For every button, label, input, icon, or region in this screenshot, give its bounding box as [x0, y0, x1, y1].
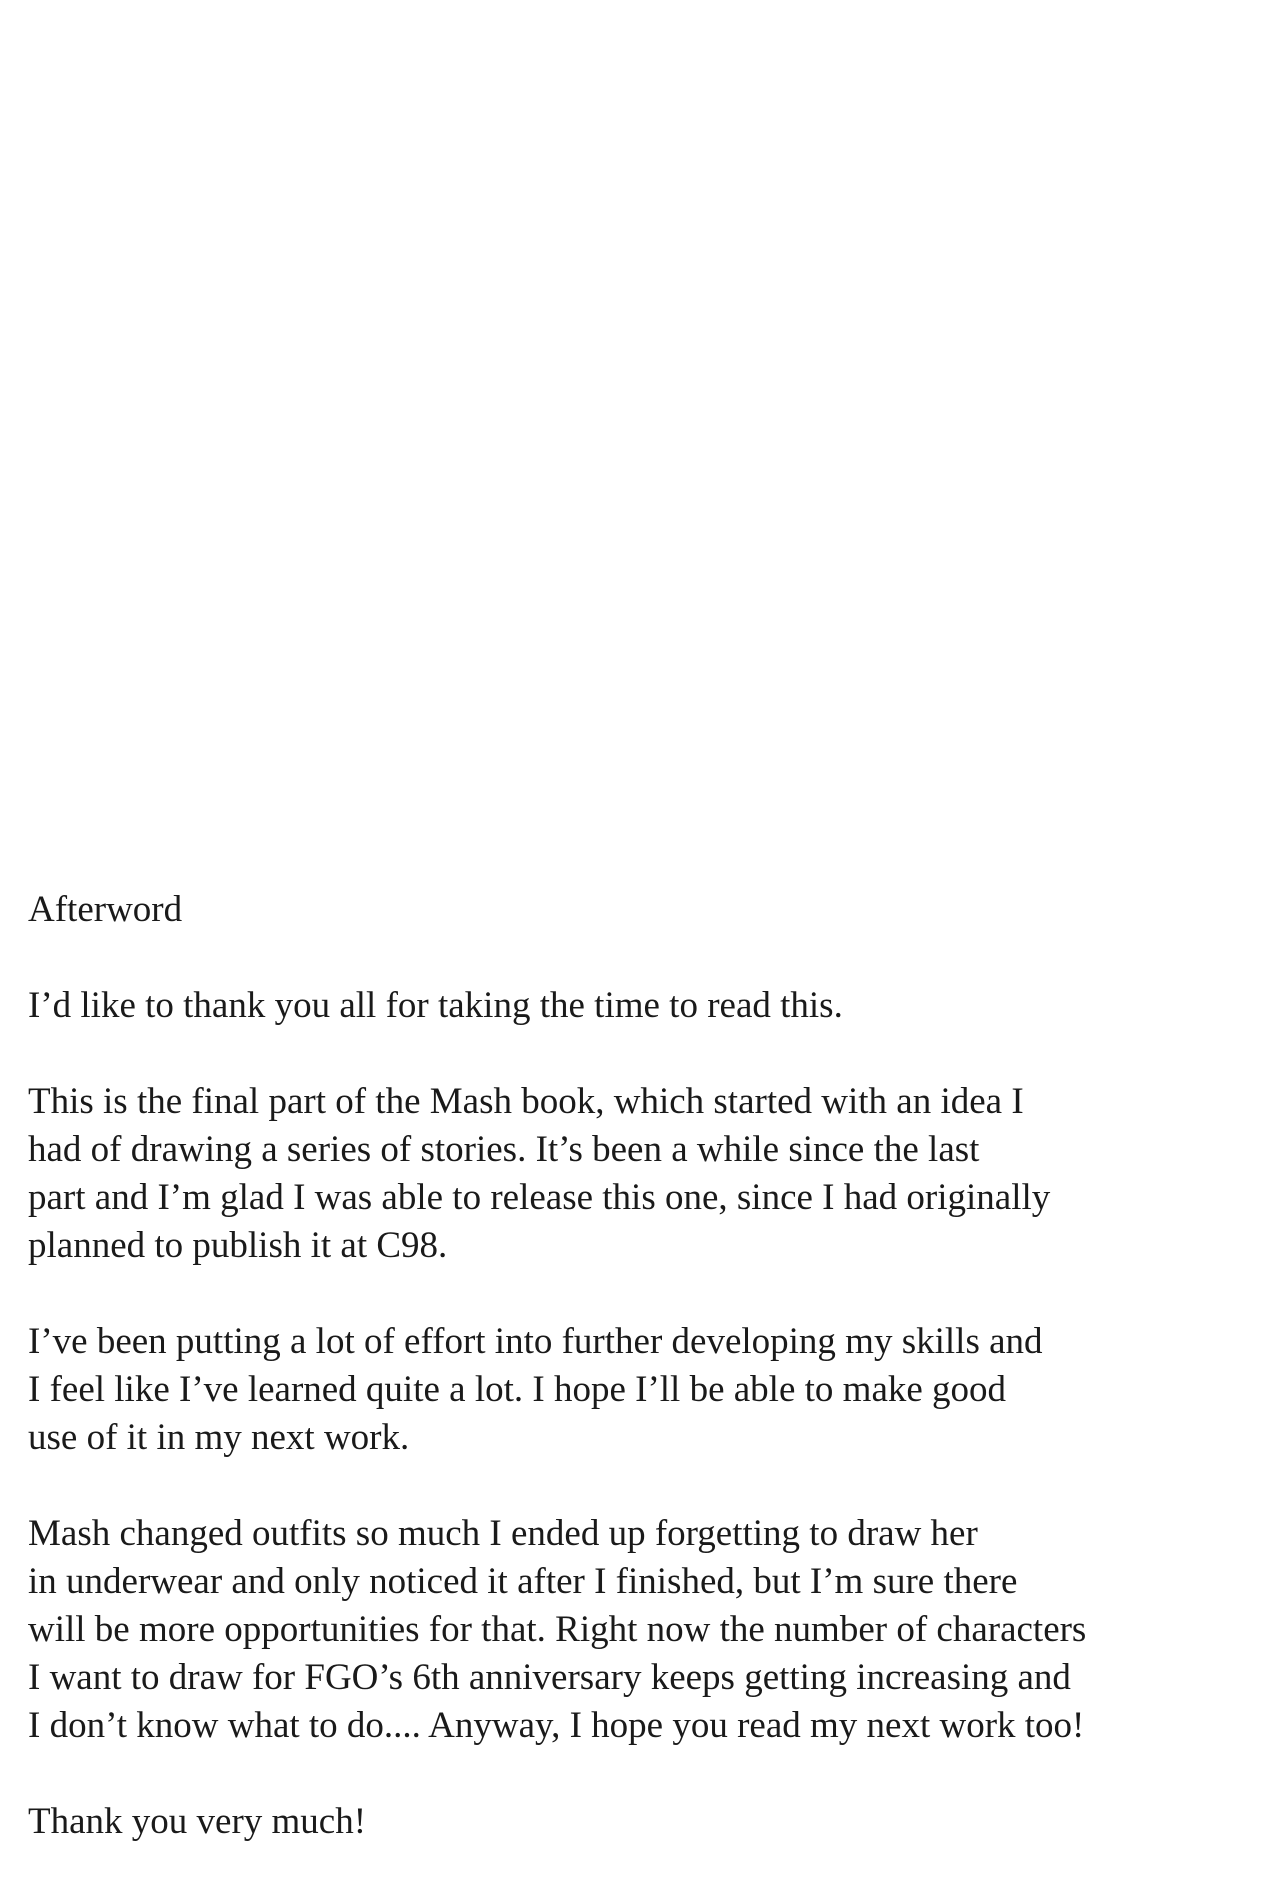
- afterword-text: [28, 886, 1258, 1894]
- text-line: This is the final part of the Mash book, which started with an idea I: [28, 1081, 1024, 1122]
- paragraph-closing: [28, 1798, 1258, 1846]
- paragraph-thanks: [28, 982, 1258, 1030]
- text-line: I don’t know what to do.... Anyway, I hope you read my next work too!: [28, 1705, 1085, 1746]
- text-line: had of drawing a series of stories. It’s been a while since the last: [28, 1129, 980, 1170]
- text-line: Thank you very much!: [28, 1801, 367, 1842]
- paragraph-outfits: [28, 1510, 1258, 1750]
- paragraph-final-part: [28, 1078, 1258, 1270]
- text-line: will be more opportunities for that. Right now the number of characters: [28, 1609, 1087, 1650]
- paragraph-skills: [28, 1318, 1258, 1462]
- text-line: planned to publish it at C98.: [28, 1225, 448, 1266]
- text-line: Mash changed outfits so much I ended up forgetting to draw her: [28, 1513, 978, 1554]
- text-line: use of it in my next work.: [28, 1417, 410, 1458]
- text-line: I feel like I’ve learned quite a lot. I hope I’ll be able to make good: [28, 1369, 1007, 1410]
- text-line: in underwear and only noticed it after I finished, but I’m sure there: [28, 1561, 1018, 1602]
- text-line: I’ve been putting a lot of effort into further developing my skills and: [28, 1321, 1043, 1362]
- text-line: I’d like to thank you all for taking the time to read this.: [28, 985, 843, 1026]
- text-line: I want to draw for FGO’s 6th anniversary keeps getting increasing and: [28, 1657, 1071, 1698]
- afterword-title: Afterword: [28, 889, 183, 930]
- text-line: part and I’m glad I was able to release this one, since I had originally: [28, 1177, 1051, 1218]
